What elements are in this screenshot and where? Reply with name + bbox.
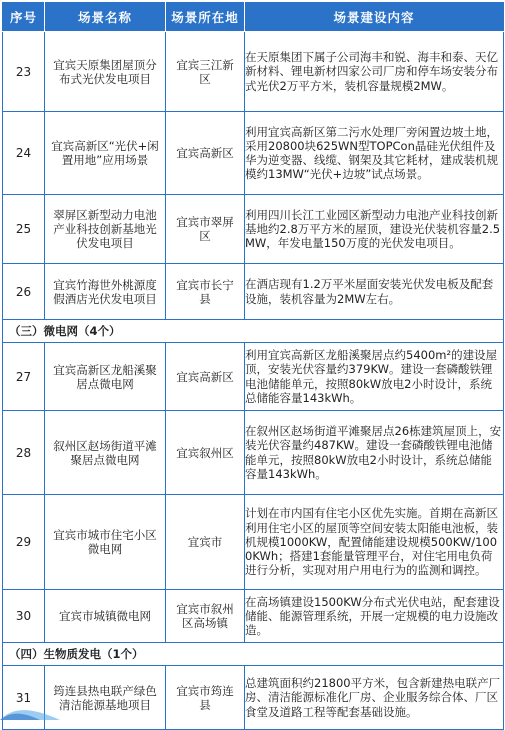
row-number: 28: [3, 411, 45, 495]
scenario-content: 在叙州区赵场街道平滩聚居点26栋建筑屋顶上，安装光伏容量约487KW。建设一套磷酸铁锂电池储能单元，按照80kW放电2小时设计，系统总储能容量143kWh。: [245, 411, 504, 495]
row-number: 25: [3, 195, 45, 264]
scenario-location-text: 宜宾市叙州区高场镇: [176, 602, 234, 630]
scenario-content: 在高场镇建设1500KW分布式光伏电站，配套建设储能、能源管理系统，开展一定规模的电力设施改造。: [245, 590, 504, 643]
scenario-location: [166, 112, 245, 195]
row-number: 31: [3, 666, 45, 730]
section-row-microgrid: [3, 320, 504, 343]
scenario-location: [166, 32, 245, 112]
table-header-row: [3, 3, 504, 32]
scenario-name-text: 宜宾竹海世外桃源度假酒店光伏发电项目: [53, 277, 157, 306]
scenario-location: [166, 343, 245, 411]
scenario-location-text: 宜宾市: [187, 535, 223, 549]
header-name: 场景名称: [45, 3, 166, 32]
scenario-content: 计划在市内国有住宅小区优先实施。首期在高新区利用住宅小区的屋顶等空间安装太阳能电池板，装机规模1000KW，配置储能建设规模500KW/1000KWh；搭建1套能量管理平台，对住宅用电负荷进行分析，实现对用户用电行为的监测和调控。: [245, 495, 504, 590]
table-row: [3, 32, 504, 112]
document-page: [2, 2, 503, 730]
scenario-location: [166, 195, 245, 264]
scenario-location-text: 宜宾市筠连县: [176, 683, 234, 712]
scenario-name: [45, 195, 166, 264]
scenario-location-text: 宜宾高新区: [176, 369, 234, 384]
decorative-swoosh: [0, 680, 90, 720]
scenario-content: 在酒店现有1.2万平米屋面安装光伏发电板及配套设施，装机容量为2MW左右。: [245, 264, 504, 320]
row-number: 26: [3, 264, 45, 320]
table-row: [3, 343, 504, 411]
scenario-name: [45, 112, 166, 195]
scenario-location: [166, 590, 245, 643]
scenario-location: [166, 495, 245, 590]
scenario-name: [45, 590, 166, 643]
scenario-location-text: 宜宾叙州区: [176, 445, 234, 460]
scenario-location-text: 宜宾市翠屏区: [176, 215, 234, 243]
scenario-location-text: 宜宾高新区: [176, 146, 234, 160]
scenario-name-text: 宜宾市城镇微电网: [59, 609, 151, 623]
section-row-biomass: [3, 643, 504, 666]
section-title: （三）微电网（4个）: [3, 320, 504, 343]
scenario-name: [45, 343, 166, 411]
table-row: [3, 264, 504, 320]
scenario-location-text: 宜宾三江新区: [176, 57, 234, 86]
scenario-name-text: 宜宾高新区“光伏+闲置用地”应用场景: [51, 139, 159, 167]
scenario-name: [45, 495, 166, 590]
table-row: [3, 411, 504, 495]
scenario-location-text: 宜宾市长宁县: [176, 277, 234, 306]
scenario-content: 利用四川长江工业园区新型动力电池产业科技创新基地约2.8万平方米的屋顶，建设光伏装机容量2.5MW，年发电量150万度的光伏发电项目。: [245, 195, 504, 264]
scenario-name: [45, 264, 166, 320]
table-row: [3, 112, 504, 195]
row-number: 30: [3, 590, 45, 643]
row-number: 23: [3, 32, 45, 112]
scenario-name-text: 宜宾市城市住宅小区微电网: [53, 528, 157, 556]
scenario-name-text: 叙州区赵场街道平滩聚居点微电网: [53, 438, 157, 467]
scenario-name-text: 筠连县热电联产绿色清洁能源基地项目: [53, 683, 157, 712]
table-row: [3, 195, 504, 264]
section-title: （四）生物质发电（1个）: [3, 643, 504, 666]
scenario-content: 总建筑面积约21800平方米，包含新建热电联产厂房、清洁能源标准化厂房、企业服务综合体、厂区食堂及道路工程等配套基础设施。: [245, 666, 504, 730]
scenario-name: [45, 411, 166, 495]
scenario-location: [166, 264, 245, 320]
header-location: 场景所在地: [166, 3, 245, 32]
header-no: 序号: [3, 3, 45, 32]
scenario-content: 利用宜宾高新区龙船溪聚居点约5400m²的建设屋顶，安装光伏容量约379KW。建设一套磷酸铁锂电池储能单元，按照80kW放电2小时设计，系统总储能容量143kWh。: [245, 343, 504, 411]
table-row: [3, 590, 504, 643]
row-number: 24: [3, 112, 45, 195]
scenario-name: [45, 32, 166, 112]
table-row: [3, 495, 504, 590]
row-number: 29: [3, 495, 45, 590]
scenario-name-text: 宜宾天原集团屋顶分布式光伏发电项目: [53, 57, 157, 86]
scenario-location: [166, 411, 245, 495]
row-number: 27: [3, 343, 45, 411]
scenario-name-text: 宜宾高新区龙船溪聚居点微电网: [53, 362, 157, 391]
scenario-name-text: 翠屏区新型动力电池产业科技创新基地光伏发电项目: [53, 208, 157, 250]
header-content: 场景建设内容: [245, 3, 504, 32]
scenario-content: 在天原集团下属子公司海丰和锐、海丰和泰、天亿新材料、锂电新材四家公司厂房和停车场安装分布式光伏2万平方米，装机容量规模2MW。: [245, 32, 504, 112]
scenario-table: [2, 2, 504, 730]
scenario-content: 利用宜宾高新区第二污水处理厂旁闲置边坡土地，采用20800块625WN型TOPCon晶硅光伏组件及华为逆变器、线缆、钢架及其它耗材，建成装机规模约13MW“光伏+边坡”试点场景。: [245, 112, 504, 195]
